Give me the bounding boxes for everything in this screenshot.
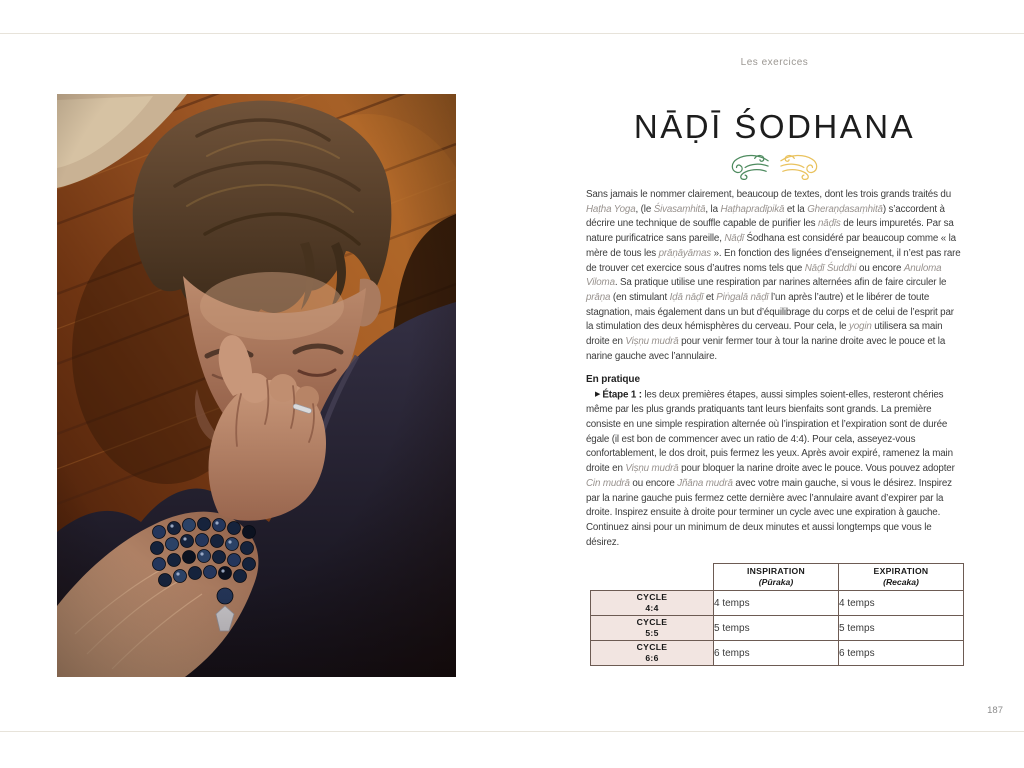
text-segment: pour venir fermer tour à tour la narine droite avec le pouce et la narine gauche avec l’annulaire. (586, 336, 946, 362)
text-segment: Étape 1 : (602, 389, 645, 401)
text-segment: , la (705, 203, 721, 215)
text-segment: Viṣṇu mudrā (625, 463, 679, 475)
text-segment: ou encore (856, 262, 904, 274)
photo-illustration (57, 94, 456, 677)
text-segment: et la (784, 203, 808, 215)
text-column (586, 108, 963, 666)
cycle-word: CYCLE (636, 642, 668, 653)
table-row (591, 616, 964, 641)
cycle-label-cell (591, 591, 714, 616)
expiration-value: 4 temps (839, 591, 964, 616)
text-segment: nāḍīs (818, 218, 841, 230)
cycle-ratio: 5:5 (645, 628, 659, 639)
intro-paragraph (586, 188, 963, 364)
breathing-cycles-table (590, 563, 964, 666)
text-segment: prāṇāyāmas (658, 247, 712, 259)
column-header-expiration (839, 564, 964, 591)
header-subline: (Pūraka) (758, 577, 794, 588)
top-rule (0, 33, 1024, 34)
text-segment: ou encore (629, 477, 678, 489)
cycle-word: CYCLE (636, 592, 668, 603)
text-segment: ». En fonction des lignées d’enseignement, il n’est pas rare de trouver cet exercice sous d’autres noms tels que (586, 247, 961, 274)
inspiration-value: 6 temps (714, 641, 839, 666)
breathing-practice-photo (57, 94, 456, 677)
text-segment: l’un après l’autre) et le libérer de toute stagnation, mais également dans un but d’équilibrage du corps et de celui de l’esprit par la stimulation des deux hémisphères du cerveau. Pour cela, le (586, 291, 954, 333)
page-title: NĀḌĪ ŚODHANA (633, 108, 916, 145)
text-segment: Cin mudrā (586, 477, 630, 489)
expiration-value: 5 temps (839, 616, 964, 641)
table-header-row (591, 564, 964, 591)
text-segment: Jñāna mudrā (677, 477, 733, 489)
text-segment: , (le (635, 203, 654, 215)
breath-flourish-green-icon (726, 153, 770, 180)
cycle-ratio: 4:4 (645, 603, 659, 614)
text-segment: Viṣṇu mudrā (625, 336, 679, 348)
text-segment: Haṭha Yoga (586, 203, 636, 215)
table-blank-cell (591, 564, 714, 591)
vignette-overlay (57, 94, 456, 677)
text-segment: pour bloquer la narine droite avec le pouce. Vous pouvez adopter (678, 463, 955, 475)
text-segment: de leurs impuretés. Par sa nature purificatrice sans pareille, (586, 218, 954, 245)
practice-step-paragraph (586, 388, 963, 521)
expiration-value: 6 temps (839, 641, 964, 666)
column-header-inspiration (714, 564, 839, 591)
breath-flourish-gold-icon (779, 153, 823, 180)
title-ornaments (586, 150, 963, 182)
inspiration-value: 5 temps (714, 616, 839, 641)
bottom-rule (0, 731, 1024, 732)
inspiration-value: 4 temps (714, 591, 839, 616)
cycle-label-cell (591, 616, 714, 641)
text-segment: ▶ (595, 391, 603, 399)
text-segment: Piṅgalā nāḍī (716, 291, 769, 303)
header-line: INSPIRATION (746, 566, 806, 577)
text-segment: Śodhana est considéré par beaucoup comme « la mère de tous les (586, 233, 956, 259)
text-segment: (en stimulant (610, 291, 670, 303)
header-line: EXPIRATION (873, 566, 929, 577)
practice-section-heading: En pratique (586, 374, 640, 386)
text-segment: Sans jamais le nommer clairement, beaucoup de textes, dont les trois grands traités du (586, 189, 952, 200)
page-number: 187 (987, 705, 1003, 716)
text-segment: yogin (849, 321, 872, 333)
text-segment: Anuloma Viloma (586, 262, 942, 289)
practice-continue-paragraph: Continuez ainsi pour un minimum de deux minutes et aussi longtemps que vous le désirez. (586, 521, 932, 548)
text-segment: Iḍā nāḍī (669, 291, 704, 303)
text-segment: prāṇa (586, 291, 611, 303)
text-segment: Śivasaṃhitā (653, 203, 706, 215)
cycle-word: CYCLE (636, 617, 668, 628)
table-row (591, 591, 964, 616)
text-segment: avec votre main gauche, si vous le désirez. Inspirez par la narine gauche puis fermez cette dernière avec l’annulaire avant d’expirer par la droite. Inspirez ensuite à droite pour terminer un cycle avec une expiration à gauche. (586, 477, 952, 519)
text-segment: et (703, 291, 717, 303)
running-head: Les exercices (740, 57, 809, 68)
text-segment: Haṭhapradīpikā (720, 203, 785, 215)
text-segment: Gheraṇḍasaṃhitā (807, 203, 883, 215)
text-segment: utilisera sa main droite en (586, 321, 943, 348)
text-segment: ) s’accordent à décrire une technique de souffle capable de purifier les (586, 203, 945, 230)
cycle-label-cell (591, 641, 714, 666)
text-segment: Nāḍī (724, 233, 744, 245)
cycle-ratio: 6:6 (645, 653, 659, 664)
text-segment: les deux premières étapes, aussi simples soient-elles, resteront chéries même par les plus grands pratiquants tant leurs bienfaits sont grands. La première consiste en une simple respiration alternée où l’inspiration et l’expiration sont de durée égale (il est bon de commencer avec un ratio de 4:4). Pour cela, asseyez-vous confortablement, le dos droit, puis fermez les yeux. Après avoir expiré, ramenez la main droite en (586, 389, 953, 475)
text-segment: Nāḍī Śuddhi (804, 262, 857, 274)
table-row (591, 641, 964, 666)
text-segment: . Sa pratique utilise une respiration par narines alternées afin de faire circuler le (614, 277, 947, 289)
header-subline: (Recaka) (883, 577, 919, 588)
